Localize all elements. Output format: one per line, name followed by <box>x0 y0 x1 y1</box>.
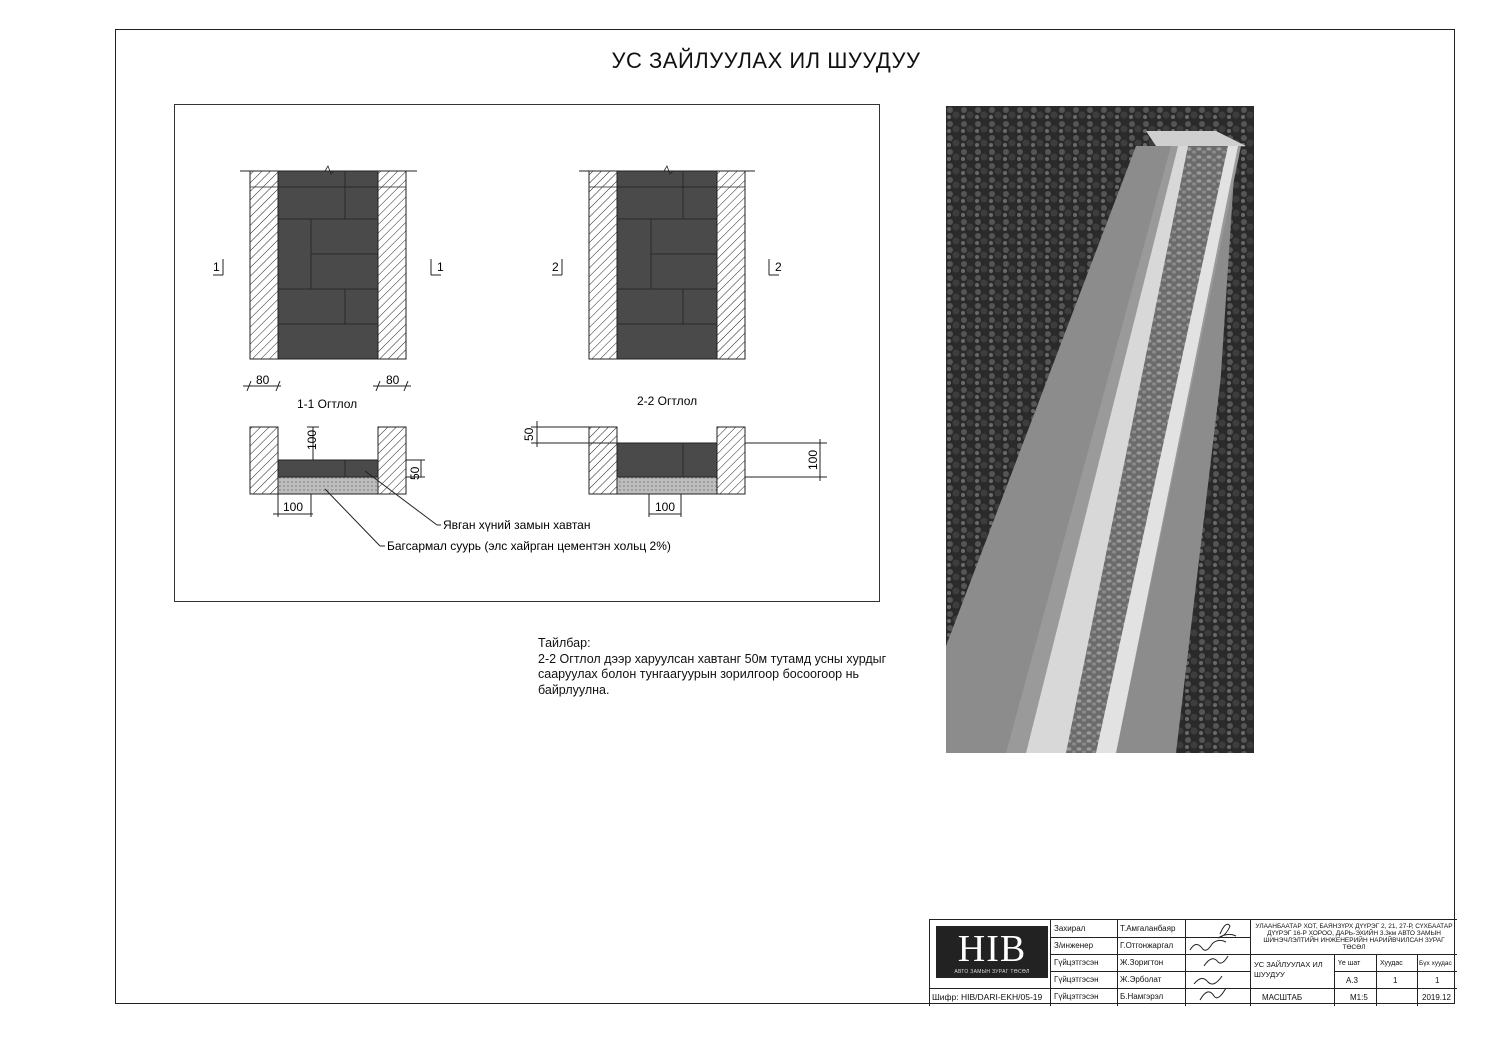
role-executor-2: Гүйцэтгэсэн <box>1054 975 1099 984</box>
name-executor-2: Ж.Эрболат <box>1120 975 1162 984</box>
company-logo <box>936 926 1048 978</box>
dim-100-bottom-a: 100 <box>283 500 304 514</box>
col-header-sheet: Хуудас <box>1380 960 1403 967</box>
sheet-value: 1 <box>1393 976 1398 985</box>
plan-view-2 <box>552 166 782 408</box>
callout-base: Багсармал суурь (элс хайрган цементэн хольц 2%) <box>387 539 671 553</box>
role-director: Захирал <box>1054 924 1086 933</box>
name-director: Т.Амгаланбаяр <box>1120 924 1176 933</box>
signatures <box>1186 920 1250 1006</box>
dim-80-left: 80 <box>256 373 270 387</box>
total-sheets-value: 1 <box>1435 976 1440 985</box>
col-header-stage: Үе шат <box>1338 960 1361 967</box>
col-header-total-sheets: Бүх хуудас <box>1419 960 1452 967</box>
project-description: УЛААНБААТАР ХОТ, БАЯНЗҮРХ ДҮҮРЭГ 2, 21, 27-Р, СҮХБААТАР ДҮҮРЭГ 16-Р ХОРОО, ДАРЬ-ЭХИЙН 3.3км АВТО ЗАМЫН ШИНЭЧЛЭЛТИЙН ИНЖЕНЕРИЙН НАРИЙВЧИЛСАН ЗУРАГ ТӨСӨЛ <box>1255 923 1453 951</box>
section-1-label: 1-1 Огтлол <box>297 397 358 411</box>
logo-subtext: АВТО ЗАМЫН ЗУРАГ ТӨСӨЛ <box>954 969 1030 975</box>
cipher: Шифр: HIB/DARI-EKH/05-19 <box>932 992 1043 1002</box>
section-mark-1-left: 1 <box>213 260 220 274</box>
dim-50-a: 50 <box>408 466 422 480</box>
dim-80-right: 80 <box>386 373 400 387</box>
scale-label: МАСШТАБ <box>1262 993 1303 1002</box>
name-chief-engineer: Г.Отгонжаргал <box>1120 941 1174 950</box>
dim-50-b: 50 <box>522 427 536 441</box>
name-executor-1: Ж.Зоригтон <box>1120 958 1164 967</box>
section-mark-1-right: 1 <box>437 260 444 274</box>
scale-value: М1:5 <box>1350 993 1368 1002</box>
cross-section-1 <box>250 427 441 546</box>
dim-100-a: 100 <box>305 429 319 450</box>
cross-section-2 <box>522 421 827 517</box>
note-body: 2-2 Огтлол дээр харуулсан хавтанг 50м тутамд усны хурдыг сааруулах болон тунгаагуурын зорилгоор босоогоор нь байрлуулна. <box>538 651 887 697</box>
title-block-sheet-title: УС ЗАЙЛУУЛАХ ИЛ ШУУДУУ <box>1254 960 1323 979</box>
note <box>538 636 898 698</box>
drainage-channel-photo <box>946 106 1254 753</box>
logo-text: HIB <box>957 928 1027 970</box>
note-heading: Тайлбар: <box>538 636 591 650</box>
dim-100-b: 100 <box>806 449 820 470</box>
photo-illustration <box>946 106 1254 753</box>
dim-100-bottom-b: 100 <box>655 500 676 514</box>
section-mark-2-left: 2 <box>552 260 559 274</box>
role-executor-3: Гүйцэтгэсэн <box>1054 992 1099 1001</box>
sheet-title: УС ЗАЙЛУУЛАХ ИЛ ШУУДУУ <box>611 48 921 73</box>
technical-drawing <box>175 105 881 603</box>
role-executor-1: Гүйцэтгэсэн <box>1054 958 1099 967</box>
drawing-frame <box>174 104 880 602</box>
date-value: 2019.12 <box>1422 993 1451 1002</box>
section-2-label: 2-2 Огтлол <box>637 394 698 408</box>
drawing-sheet <box>115 29 1455 1004</box>
stage-value: А.3 <box>1346 976 1359 985</box>
title-block <box>929 919 1457 1006</box>
section-mark-2-right: 2 <box>775 260 782 274</box>
callout-paver: Явган хүний замын хавтан <box>443 518 591 532</box>
role-chief-engineer: З/инженер <box>1054 941 1094 950</box>
name-executor-3: Б.Намгэрэл <box>1120 992 1164 1001</box>
plan-view-1 <box>213 166 444 411</box>
